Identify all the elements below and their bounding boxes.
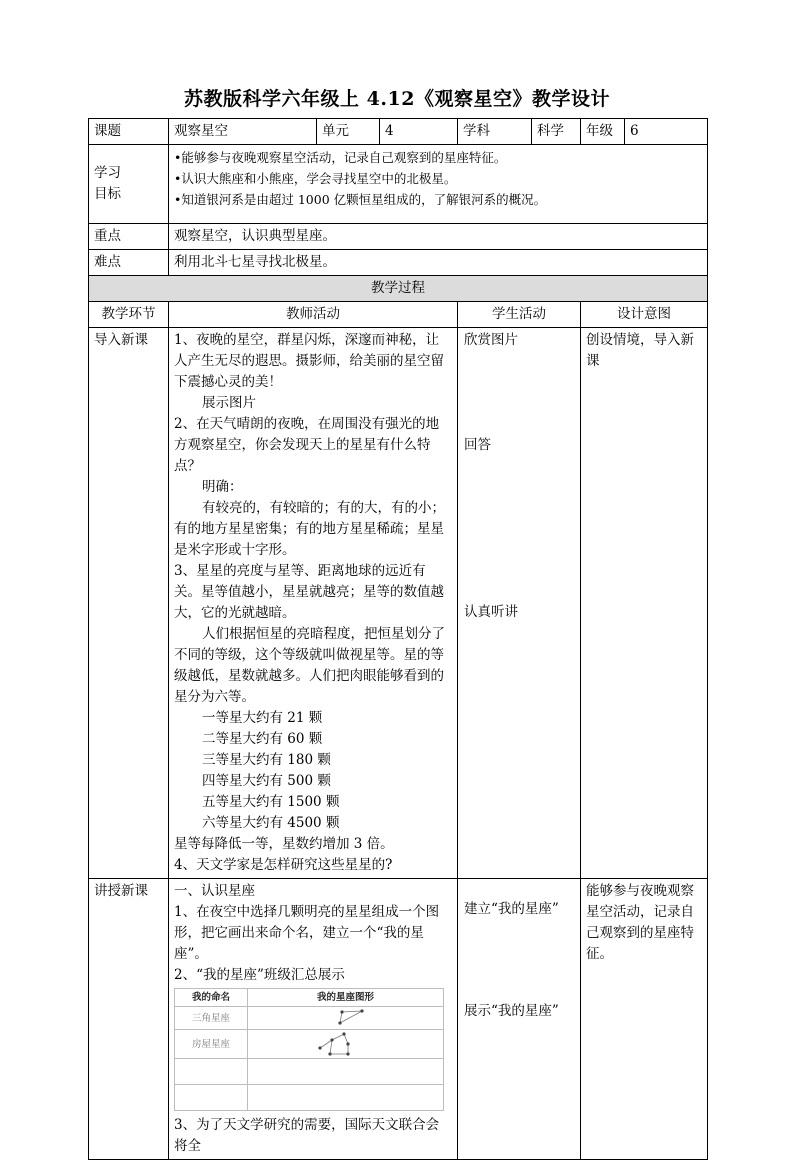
star-count: 五等星大约有 1500 颗 [202,794,340,810]
star-count: 二等星大约有 60 颗 [202,731,323,747]
lecture-text: 3、为了天文学研究的需要，国际天文联合会将全 [174,1117,440,1154]
column-intent: 设计意图 [581,302,708,328]
empty-cell [248,1059,444,1085]
subject-value: 科学 [532,119,581,145]
objective-item: •认识大熊座和小熊座，学会寻找星空中的北极星。 [174,171,457,186]
topic-label: 课题 [89,119,169,145]
triangle-constellation-figure [252,1007,432,1029]
intro-text: 人们根据恒星的亮暗程度，把恒星划分了不同的等级，这个等级就叫做视星等。星的等级越低，星数就越多。人们把肉眼能够看到的星分为六等。 [174,626,445,705]
intro-design-intent: 创设情境，导入新课 [581,328,708,879]
intro-text: 明确： [202,479,243,495]
empty-cell [248,1085,444,1111]
lecture-text: 1、在夜空中选择几颗明亮的星星组成一个图形，把它画出来命个名，建立一个“我的星座”。 [174,904,440,962]
objective-item: •能够参与夜晚观察星空活动，记录自己观察到的星座特征。 [174,150,507,165]
star-count: 六等星大约有 4500 颗 [202,815,340,831]
constellation-name: 房屋星座 [175,1030,248,1059]
lecture-text: 2、“我的星座”班级汇总展示 [174,967,345,983]
column-student: 学生活动 [458,302,581,328]
student-activity-item: 认真听讲 [464,604,518,620]
objective-item: •知道银河系是由超过 1000 亿颗恒星组成的，了解银河系的概况。 [174,192,547,207]
house-constellation-figure [252,1030,432,1058]
intro-teacher-activity [169,328,458,879]
constellation-name: 三角星座 [175,1007,248,1030]
student-activity-item: 回答 [464,437,491,453]
empty-cell [175,1085,248,1111]
unit-value: 4 [380,119,458,145]
student-activity-item: 建立“我的星座” [464,901,559,917]
grade-value: 6 [625,119,708,145]
difficulty-value: 利用北斗七星寻找北极星。 [169,250,708,276]
difficulty-label: 难点 [89,250,169,276]
process-heading: 教学过程 [89,276,708,302]
star-table-header: 我的命名 [175,989,248,1007]
lecture-text: 一、认识星座 [174,883,255,899]
empty-cell [175,1059,248,1085]
grade-label: 年级 [581,119,625,145]
student-activity-item: 欣赏图片 [464,332,518,348]
lesson-plan-table [88,118,708,1160]
lecture-design-intent: 能够参与夜晚观察星空活动，记录自己观察到的星座特征。 [581,879,708,1160]
constellation-figure [248,1030,444,1059]
document-title: 苏教版科学六年级上 4.12《观察星空》教学设计 [184,88,610,110]
subject-label: 学科 [458,119,532,145]
objectives-list [169,145,708,224]
focus-value: 观察星空，认识典型星座。 [169,224,708,250]
my-constellation-table [174,988,444,1111]
focus-label: 重点 [89,224,169,250]
lecture-teacher-activity [169,879,458,1160]
intro-text: 2、在天气晴朗的夜晚，在周围没有强光的地方观察星空，你会发现天上的星星有什么特点？ [174,416,440,474]
lecture-student-activity [458,879,581,1160]
topic-value: 观察星空 [169,119,317,145]
intro-text: 星等每降低一等，星数约增加 3 倍。 [174,836,394,852]
intro-student-activity [458,328,581,879]
constellation-figure [248,1007,444,1030]
star-count: 四等星大约有 500 颗 [202,773,331,789]
objectives-label: 学习 目标 [89,145,169,224]
stage-lecture: 讲授新课 [89,879,169,1160]
star-table-header: 我的星座图形 [248,989,444,1007]
intro-text: 1、夜晚的星空，群星闪烁，深邃而神秘，让人产生无尽的遐思。摄影师，给美丽的星空留下震撼心灵的美！ [174,332,444,390]
intro-text: 4、天文学家是怎样研究这些星星的? [174,857,393,873]
student-activity-item: 展示“我的星座” [464,1003,559,1019]
star-count: 一等星大约有 21 颗 [202,710,323,726]
intro-text: 有较亮的，有较暗的；有的大，有的小；有的地方星星密集；有的地方星星稀疏；星星是米字形或十字形。 [174,500,445,558]
column-teacher: 教师活动 [169,302,458,328]
column-stage: 教学环节 [89,302,169,328]
intro-text: 展示图片 [202,395,256,411]
stage-intro: 导入新课 [89,328,169,879]
star-count: 三等星大约有 180 颗 [202,752,331,768]
intro-text: 3、星星的亮度与星等、距离地球的远近有关。星等值越小，星星就越亮；星等的数值越大，它的光就越暗。 [174,563,444,621]
unit-label: 单元 [317,119,380,145]
